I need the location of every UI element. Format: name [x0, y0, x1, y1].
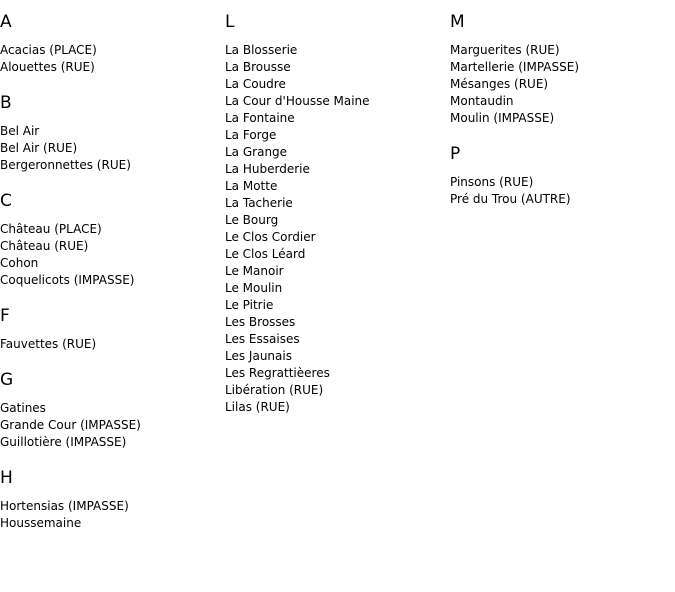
letter-heading: P: [450, 144, 461, 164]
street-list: [225, 42, 450, 416]
letter-group: [0, 370, 225, 451]
street-link[interactable]: Les Brosses: [225, 315, 296, 329]
letter-heading: F: [0, 306, 10, 326]
letter-heading: H: [0, 468, 13, 488]
index-column-3: [450, 0, 675, 225]
index-column-2: [225, 0, 450, 433]
street-link[interactable]: Hortensias (IMPASSE): [0, 499, 129, 513]
street-list: [0, 400, 225, 451]
letter-heading: B: [0, 93, 12, 113]
street-link[interactable]: Fauvettes (RUE): [0, 337, 97, 351]
street-list: [450, 174, 675, 208]
street-list: [450, 42, 675, 127]
letter-group: [450, 12, 675, 127]
street-link[interactable]: Bel Air: [0, 124, 40, 138]
street-link[interactable]: Château (PLACE): [0, 222, 102, 236]
street-link[interactable]: Acacias (PLACE): [0, 43, 97, 57]
street-link[interactable]: Martellerie (IMPASSE): [450, 60, 579, 74]
street-link[interactable]: Le Pitrie: [225, 298, 274, 312]
street-link[interactable]: Le Manoir: [225, 264, 284, 278]
letter-group: [225, 12, 450, 416]
street-link[interactable]: Bel Air (RUE): [0, 141, 78, 155]
street-link[interactable]: La Coudre: [225, 77, 286, 91]
street-link[interactable]: La Tacherie: [225, 196, 293, 210]
letter-heading: A: [0, 12, 12, 32]
street-link[interactable]: Le Clos Cordier: [225, 230, 316, 244]
street-list: [0, 498, 225, 532]
street-link[interactable]: La Fontaine: [225, 111, 295, 125]
street-link[interactable]: Les Essaises: [225, 332, 300, 346]
street-list: [0, 123, 225, 174]
letter-heading: G: [0, 370, 14, 390]
letter-group: [0, 468, 225, 532]
street-link[interactable]: Pinsons (RUE): [450, 175, 534, 189]
street-link[interactable]: Moulin (IMPASSE): [450, 111, 555, 125]
street-link[interactable]: La Huberderie: [225, 162, 310, 176]
street-link[interactable]: Marguerites (RUE): [450, 43, 560, 57]
street-link[interactable]: Château (RUE): [0, 239, 89, 253]
street-link[interactable]: Houssemaine: [0, 516, 82, 530]
street-link[interactable]: Les Jaunais: [225, 349, 292, 363]
street-link[interactable]: La Blosserie: [225, 43, 298, 57]
street-list: [0, 42, 225, 76]
index-column-1: [0, 0, 225, 549]
street-link[interactable]: La Brousse: [225, 60, 291, 74]
street-link[interactable]: La Grange: [225, 145, 288, 159]
street-link[interactable]: Gatines: [0, 401, 46, 415]
street-link[interactable]: Bergeronnettes (RUE): [0, 158, 131, 172]
letter-group: [0, 306, 225, 353]
letter-heading: C: [0, 191, 12, 211]
street-link[interactable]: Cohon: [0, 256, 39, 270]
street-link[interactable]: Grande Cour (IMPASSE): [0, 418, 141, 432]
street-list: [0, 336, 225, 353]
street-link[interactable]: Pré du Trou (AUTRE): [450, 192, 571, 206]
street-link[interactable]: Coquelicots (IMPASSE): [0, 273, 135, 287]
street-link[interactable]: La Forge: [225, 128, 277, 142]
letter-group: [450, 144, 675, 208]
letter-group: [0, 191, 225, 289]
street-link[interactable]: La Cour d'Housse Maine: [225, 94, 370, 108]
street-link[interactable]: Guillotière (IMPASSE): [0, 435, 127, 449]
street-link[interactable]: Alouettes (RUE): [0, 60, 95, 74]
street-link[interactable]: Le Bourg: [225, 213, 279, 227]
letter-heading: L: [225, 12, 235, 32]
street-link[interactable]: Le Moulin: [225, 281, 283, 295]
letter-heading: M: [450, 12, 465, 32]
street-link[interactable]: Les Regrattièeres: [225, 366, 330, 380]
street-link[interactable]: Montaudin: [450, 94, 514, 108]
street-link[interactable]: Lilas (RUE): [225, 400, 290, 414]
letter-group: [0, 12, 225, 76]
street-list: [0, 221, 225, 289]
street-link[interactable]: Le Clos Léard: [225, 247, 306, 261]
street-link[interactable]: Mésanges (RUE): [450, 77, 549, 91]
letter-group: [0, 93, 225, 174]
street-link[interactable]: La Motte: [225, 179, 278, 193]
street-link[interactable]: Libération (RUE): [225, 383, 324, 397]
